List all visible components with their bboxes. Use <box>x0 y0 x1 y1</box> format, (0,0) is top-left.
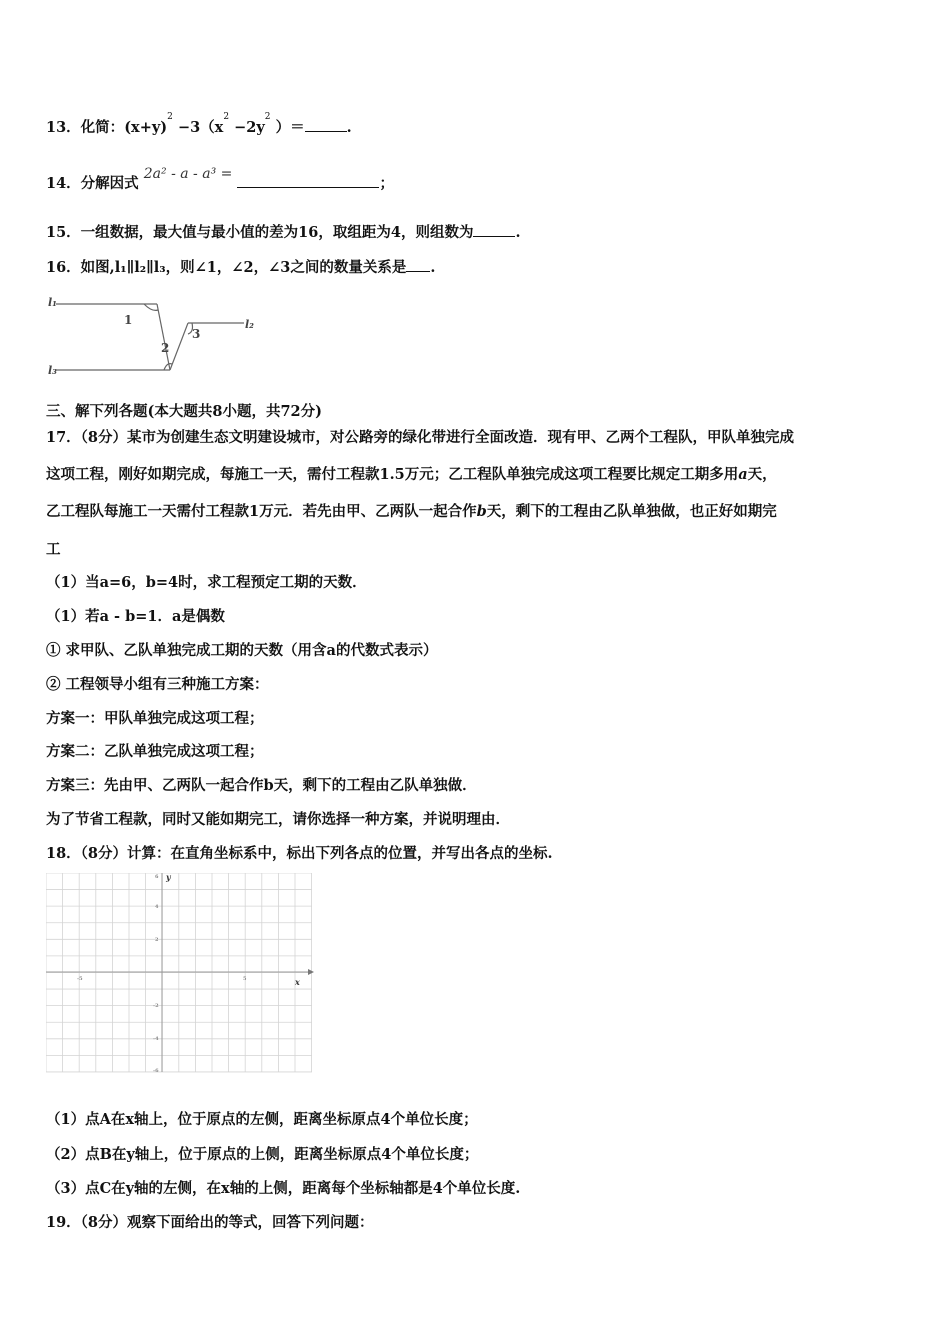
q17-line-2 <box>46 463 777 484</box>
tick-y-neg2: -2 <box>153 1003 159 1009</box>
q15-text: 15．一组数据，最大值与最小值的差为16，取组距为4，则组数为 <box>46 224 474 241</box>
label-l2: l₂ <box>245 318 254 331</box>
q18-point-b: （2）点B在y轴上，位于原点的上侧，距离坐标原点4个单位长度； <box>46 1146 479 1163</box>
q17-circ-1: ① 求甲队、乙队单独完成工期的天数（用含a的代数式表示） <box>46 642 438 659</box>
q17-line-2b: 天， <box>747 466 777 483</box>
question-16 <box>46 256 435 277</box>
angle-1-label: 1 <box>124 313 133 327</box>
tick-x-neg5: -5 <box>77 976 83 982</box>
tick-y-4: 4 <box>155 904 159 910</box>
q17-var-a: a <box>738 466 748 483</box>
q17-final: 为了节省工程款，同时又能如期完工，请你选择一种方案，并说明理由． <box>46 811 510 828</box>
q13-expr-b: −3（x <box>177 119 224 136</box>
q17-var-b: b <box>476 503 487 520</box>
tick-x-5: 5 <box>243 976 247 982</box>
q13-number: 13．化简： <box>46 119 125 136</box>
q13-exp-b: 2 <box>223 112 230 122</box>
q14-answer-blank[interactable] <box>237 174 379 188</box>
q17-sub-2: （1）若a - b=1．a是偶数 <box>46 608 225 625</box>
q14-end: ； <box>379 175 394 192</box>
q13-expr-c: −2y <box>234 119 265 136</box>
q17-sub-1: （1）当a=6，b=4时，求工程预定工期的天数． <box>46 574 367 591</box>
q17-plan-3: 方案三：先由甲、乙两队一起合作b天，剩下的工程由乙队单独做． <box>46 777 477 794</box>
y-axis-label: y <box>166 873 171 882</box>
q17-line-2a: 这项工程，刚好如期完成，每施工一天，需付工程款1.5万元；乙工程队单独完成这项工程要比规定工期多用 <box>46 466 739 483</box>
section-3-heading: 三、解下列各题(本大题共8小题，共72分) <box>46 403 322 420</box>
q14-formula: 2a² - a - a³ = <box>143 166 233 182</box>
question-19: 19．（8分）观察下面给出的等式，回答下列问题： <box>46 1214 374 1231</box>
coordinate-grid[interactable] <box>46 873 314 1073</box>
tick-y-neg6: -6 <box>153 1068 159 1073</box>
q13-answer-blank[interactable] <box>305 118 347 132</box>
q14-number: 14．分解因式 <box>46 175 139 192</box>
q13-expr-d: ）＝ <box>275 119 305 136</box>
angle-2-label: 2 <box>161 341 170 355</box>
q13-exp-a: 2 <box>167 112 173 122</box>
q17-plan-2: 方案二：乙队单独完成这项工程； <box>46 743 264 760</box>
question-14 <box>46 166 394 193</box>
q18-point-a: （1）点A在x轴上，位于原点的左侧，距离坐标原点4个单位长度； <box>46 1111 478 1128</box>
label-l1: l₁ <box>48 296 57 309</box>
tick-y-6: 6 <box>155 874 159 880</box>
q17-line-3b: 天，剩下的工程由乙队单独做，也正好如期完 <box>486 503 777 520</box>
tick-y-neg4: -4 <box>153 1036 159 1042</box>
x-axis-label: x <box>295 977 300 987</box>
angle-3-label: 3 <box>192 327 201 341</box>
q15-answer-blank[interactable] <box>473 223 515 237</box>
q16-answer-blank[interactable] <box>406 258 430 272</box>
q16-parallel-lines-figure <box>44 292 264 382</box>
x-axis-arrow <box>308 969 314 975</box>
q17-line-1: 17．（8分）某市为创建生态文明建设城市，对公路旁的绿化带进行全面改造．现有甲、乙两个工程队，甲队单独完成 <box>46 429 795 446</box>
q17-line-3 <box>46 500 777 521</box>
question-15 <box>46 221 521 242</box>
q18-point-c: （3）点C在y轴的左侧，在x轴的上侧，距离每个坐标轴都是4个单位长度. <box>46 1180 521 1197</box>
label-l3: l₃ <box>48 364 57 377</box>
q13-expr-a: (x+y) <box>124 119 168 136</box>
q16-text: 16．如图,l₁∥l₂∥l₃，则∠1，∠2，∠3之间的数量关系是 <box>46 259 407 276</box>
q13-end: . <box>346 119 352 136</box>
q17-line-4: 工 <box>46 541 61 558</box>
question-18: 18．（8分）计算：在直角坐标系中，标出下列各点的位置，并写出各点的坐标. <box>46 845 553 862</box>
q17-line-3a: 乙工程队每施工一天需付工程款1万元．若先由甲、乙两队一起合作 <box>46 503 477 520</box>
tick-y-2: 2 <box>155 937 159 943</box>
q16-end: . <box>430 259 436 276</box>
q15-end: . <box>515 224 521 241</box>
q17-circ-2: ② 工程领导小组有三种施工方案： <box>46 676 269 693</box>
q13-exp-c: 2 <box>264 112 271 122</box>
question-13 <box>46 112 352 137</box>
q17-plan-1: 方案一：甲队单独完成这项工程； <box>46 710 264 727</box>
